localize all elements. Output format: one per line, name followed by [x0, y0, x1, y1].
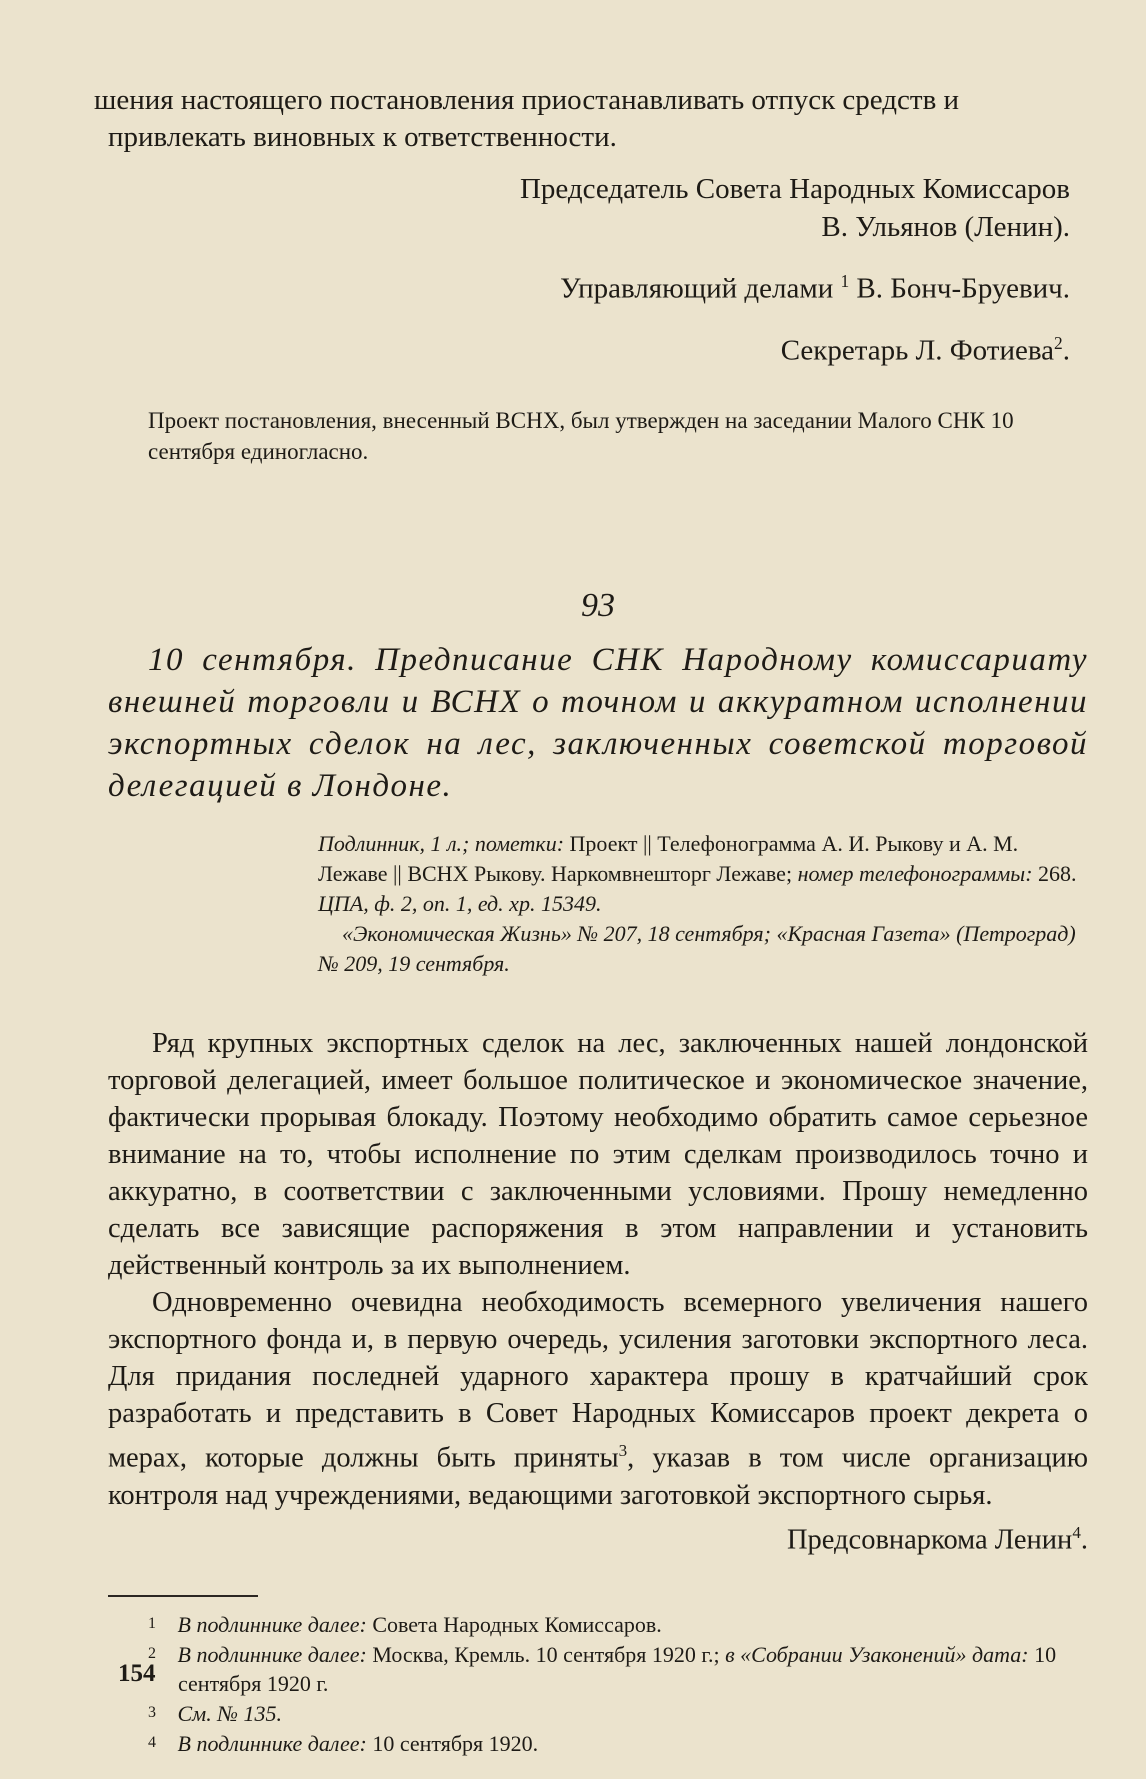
chair-name: В. Ульянов (Ленин).: [821, 211, 1070, 243]
manager-name: В. Бонч-Бруевич.: [856, 272, 1070, 305]
body-paragraph-1: Ряд крупных экспортных сделок на лес, заключенных нашей лондонской торговой делегацией, имеет большое политическое и экономическое значение, фактически прорывая блокаду. Поэтому необходимо обратить самое серьезное внимание на то, чтобы исполнение по этим сделкам производилось точно и аккуратно, в соответствии с заключенными условиями. Прошу немедленно сделать все зависящие распоряжения в этом направлении и установить действенный контроль за их выполнением.: [108, 1028, 1088, 1282]
approval-note: Проект постановления, внесенный ВСНХ, был утвержден на заседании Малого СНК 10 сентября единогласно.: [148, 408, 1014, 465]
source-line-1: Подлинник, 1 л.; пометки: Проект || Телефонограмма А. И. Рыкову и А. М. Лежаве || ВСНХ Рыкову. Наркомвнешторг Лежаве; номер телефонограммы: 268. ЦПА, ф. 2, оп. 1, ед. хр. 15349.: [318, 831, 1077, 917]
source-line-2: «Экономическая Жизнь» № 207, 18 сентября; «Красная Газета» (Петроград) № 209, 19 сентября.: [318, 921, 1076, 977]
footnote-divider: [108, 1595, 258, 1597]
footnote-ref-2: 2: [1054, 332, 1063, 353]
footnote-1: 1 В подлиннике далее: Совета Народных Комиссаров.: [148, 1612, 662, 1638]
manager-signature: [108, 262, 1088, 308]
document-number: 93: [581, 587, 615, 625]
manager-text: Управляющий делами: [560, 272, 834, 305]
footnote-3: 3 См. № 135.: [148, 1701, 282, 1727]
footnote-ref-4: 4: [1072, 1522, 1081, 1542]
footnote-ref-3: 3: [618, 1441, 628, 1461]
chair-title: Председатель Совета Народных Комиссаров: [519, 173, 1070, 205]
footnote-4: 4 В подлиннике далее: 10 сентября 1920.: [148, 1731, 539, 1757]
secretary-text: Секретарь Л. Фотиева: [780, 334, 1055, 367]
continued-paragraph: шения настоящего постановления приостанавливать отпуск средств и привлекать виновных к ответственности.: [94, 84, 960, 153]
footnote-2: 2 В подлиннике далее: Москва, Кремль. 10 сентября 1920 г.; в «Собрании Узаконений» дата: 10 сентября 1920 г.: [148, 1642, 1057, 1697]
secretary-signature: Секретарь Л. Фотиева$^2$.: [780, 332, 1070, 367]
final-signature: Предсовнаркома Ленин$^4$.: [786, 1522, 1088, 1556]
document-heading: 10 сентября. Предписание СНК Народному комиссариату внешней торговли и ВСНХ о точном и аккуратном исполнении экспортных сделок на лес, заключенных советской торговой делегацией в Лондоне.: [108, 642, 1088, 805]
source-reference: [318, 829, 1088, 979]
footnote-ref-1: 1: [840, 271, 850, 291]
page-number: 154: [118, 1660, 156, 1687]
body-paragraph-2: Одновременно очевидна необходимость всемерного увеличения нашего экспортного фонда и, в первую очередь, усиления заготовки экспортного леса. Для придания последней ударного характера прошу в кратчайший срок разработать и представить в Совет Народных Комиссаров проект декрета о мерах, которые должны быть приняты$^3$, указав в том числе организацию контроля над учреждениями, ведающими заготовкой экспортного сырья.: [108, 1287, 1088, 1511]
